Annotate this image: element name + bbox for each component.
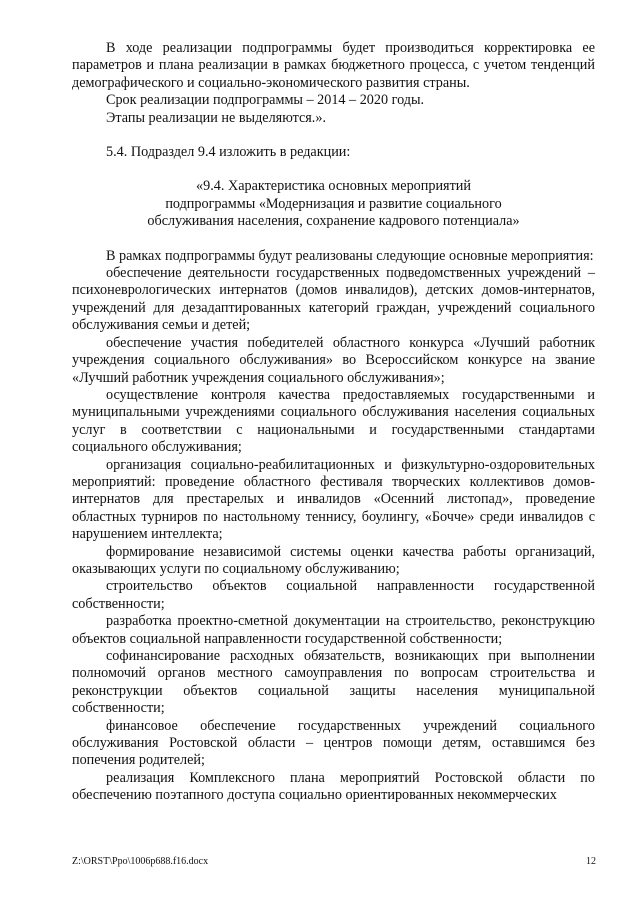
- section-heading: [72, 178, 595, 230]
- body-paragraph: обеспечение деятельности государственных подведомственных учреждений – психоневрологических интернатов (домов инвалидов), детских домов-интернатов, учреждений для дезадаптированных категорий граждан, учреждений социального обслуживания семьи и детей;: [72, 265, 595, 334]
- heading-line-1: «9.4. Характеристика основных мероприятий: [196, 178, 471, 195]
- spacer: [72, 161, 595, 178]
- document-page: [72, 40, 595, 805]
- body-paragraph: реализация Комплексного плана мероприятий Ростовской области по обеспечению поэтапного доступа социально ориентированных некоммерческих: [72, 769, 595, 804]
- page-number: 12: [586, 856, 596, 867]
- file-path: Z:\ORST\Ppo\1006p688.f16.docx: [72, 856, 209, 867]
- body-paragraph: строительство объектов социальной направленности государственной собственности;: [72, 578, 595, 612]
- body-paragraph: осуществление контроля качества предоставляемых государственными и муниципальными учреждениями социального обслуживания населения социальных услуг в соответствии с национальными и государственными стандартами социального обслуживания;: [72, 386, 595, 456]
- body-paragraph: организация социально-реабилитационных и физкультурно-оздоровительных мероприятий: проведение областного фестиваля творческих коллективов домов-интернатов для престарелых и инвалидов «Осенний листопад», проведение областных турниров по настольному теннису, боулингу, «Бочче» среди инвалидов с нарушением интеллекта;: [72, 456, 595, 543]
- body-paragraph: финансовое обеспечение государственных учреждений социального обслуживания Ростовской области – центров помощи детям, оставшимся без попечения родителей;: [72, 717, 595, 769]
- intro-paragraph-3: Этапы реализации не выделяются.».: [106, 109, 326, 126]
- intro-paragraph-1: В ходе реализации подпрограммы будет производиться корректировка ее параметров и плана реализации в рамках бюджетного процесса, с учетом тенденций демографического и социально-экономического развития страны.: [72, 40, 595, 91]
- heading-line-2: подпрограммы «Модернизация и развитие социального: [165, 195, 502, 212]
- body-paragraph: разработка проектно-сметной документации на строительство, реконструкцию объектов социальной направленности государственной собственности;: [72, 613, 595, 647]
- amendment-line: 5.4. Подраздел 9.4 изложить в редакции:: [106, 144, 351, 161]
- spacer: [72, 231, 595, 248]
- body-paragraph: обеспечение участия победителей областного конкурса «Лучший работник учреждения социального обслуживания» во Всероссийском конкурсе на звание «Лучший работник учреждения социального обслуживания»;: [72, 334, 595, 386]
- heading-line-3: обслуживания населения, сохранение кадрового потенциала»: [147, 213, 520, 230]
- spacer: [72, 127, 595, 144]
- measures-list: [72, 248, 595, 805]
- body-paragraph: софинансирование расходных обязательств, возникающих при выполнении полномочий органов местного самоуправления по вопросам строительства и реконструкции объектов социальной защиты населения муниципальной собственности;: [72, 648, 595, 717]
- intro-paragraph-2: Срок реализации подпрограммы – 2014 – 2020 годы.: [106, 92, 425, 109]
- body-paragraph: В рамках подпрограммы будут реализованы следующие основные мероприятия:: [106, 247, 594, 264]
- body-paragraph: формирование независимой системы оценки качества работы организаций, оказывающих услуги по социальному обслуживанию;: [72, 543, 595, 577]
